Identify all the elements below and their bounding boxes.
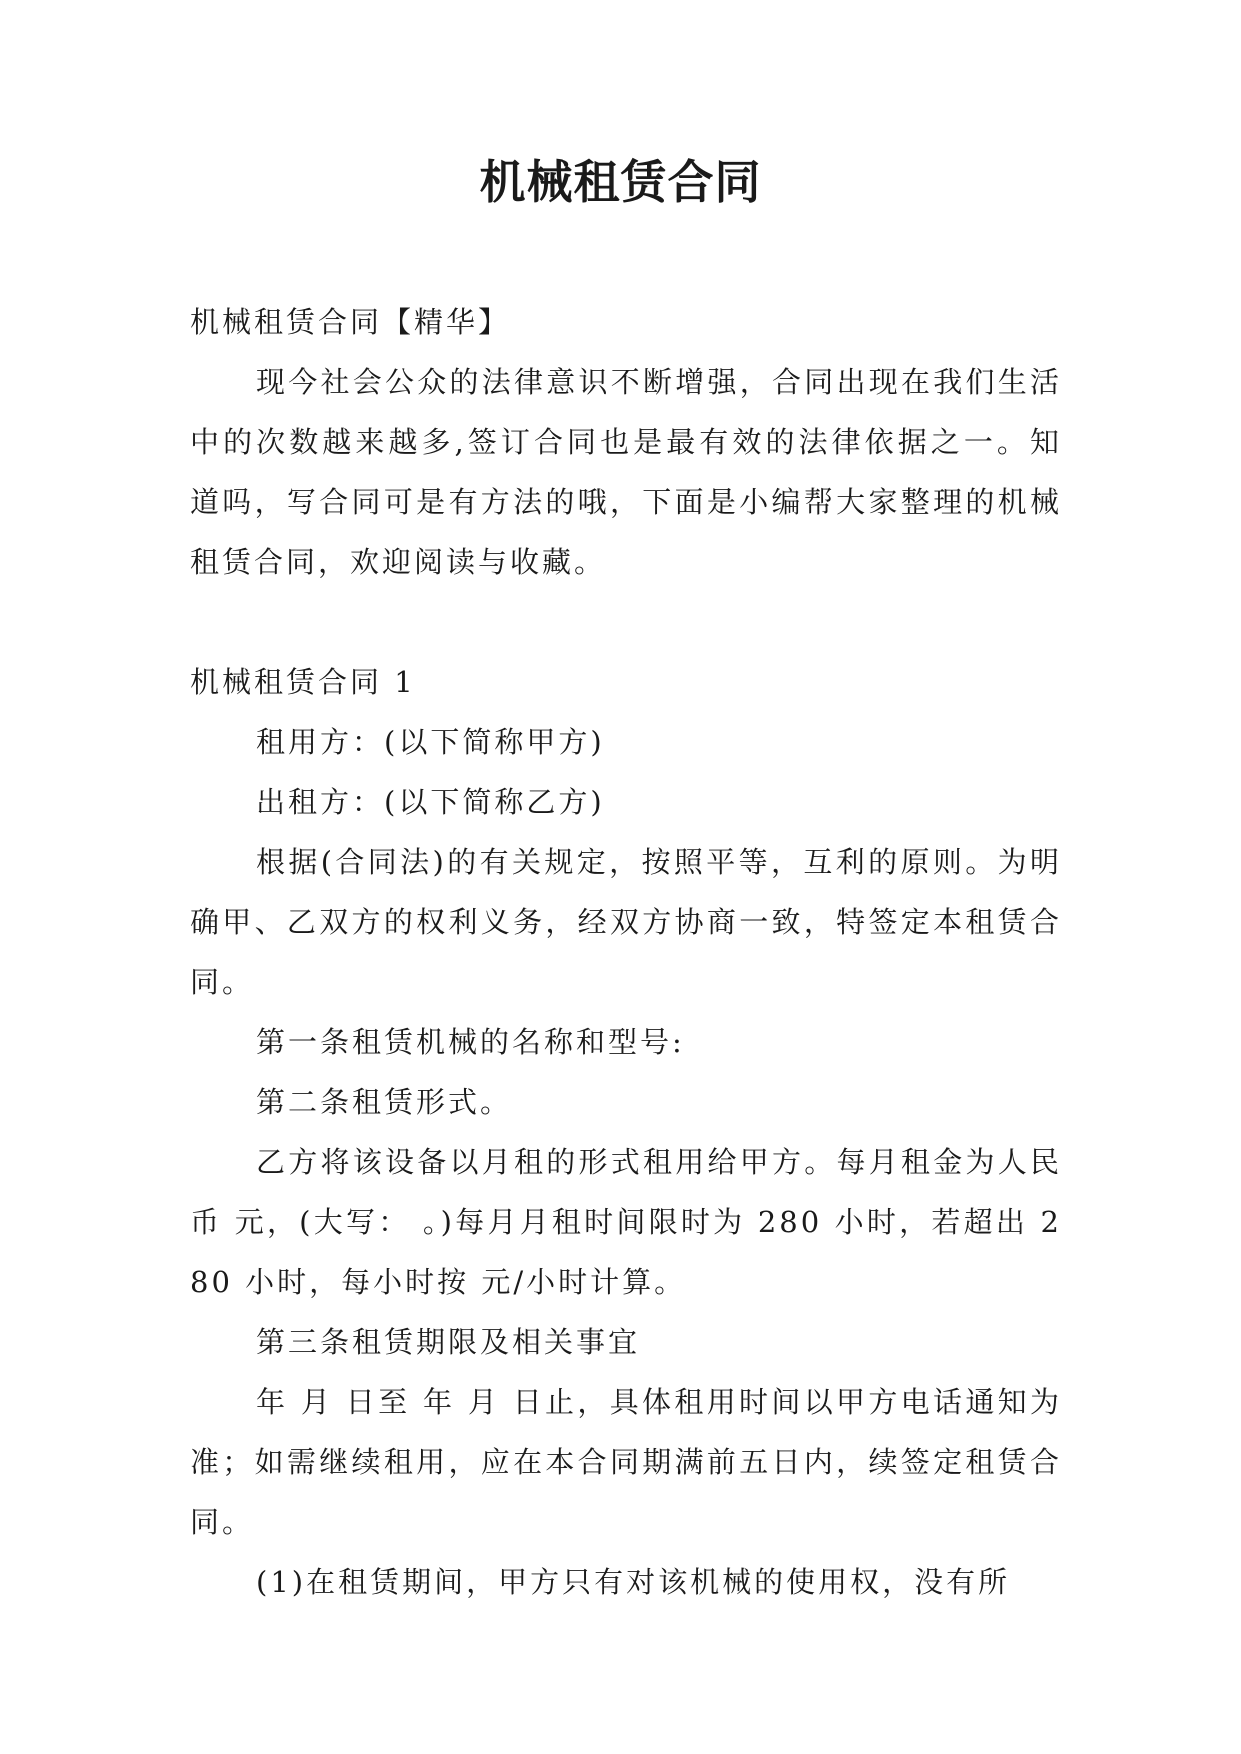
article-3-paragraph: 年 月 日至 年 月 日止，具体租用时间以甲方电话通知为准；如需继续租用，应在本合同期满前五日内，续签定租赁合同。 xyxy=(190,1385,1062,1539)
article-2-heading: 第二条租赁形式。 xyxy=(256,1085,513,1119)
preamble-paragraph: 根据(合同法)的有关规定，按照平等，互利的原则。为明确甲、乙双方的权利义务，经双方协商一致，特签定本租赁合同。 xyxy=(190,845,1062,999)
contract-heading: 机械租赁合同 1 xyxy=(190,665,416,699)
lessee-line: 租用方：(以下简称甲方) xyxy=(256,725,605,759)
article-1-heading: 第一条租赁机械的名称和型号: xyxy=(256,1025,685,1059)
document-title: 机械租赁合同 xyxy=(479,155,762,209)
article-3-heading: 第三条租赁期限及相关事宜 xyxy=(256,1325,641,1359)
article-2-paragraph: 乙方将该设备以月租的形式租用给甲方。每月租金为人民币 元，(大写： 。)每月月租时间限时为 280 小时，若超出 280 小时，每小时按 元/小时计算。 xyxy=(190,1145,1062,1299)
lessor-line: 出租方：(以下简称乙方) xyxy=(256,785,605,819)
document-body xyxy=(190,292,1062,1612)
intro-paragraph: 现今社会公众的法律意识不断增强，合同出现在我们生活中的次数越来越多,签订合同也是最有效的法律依据之一。知道吗，写合同可是有方法的哦，下面是小编帮大家整理的机械租赁合同，欢迎阅读与收藏。 xyxy=(190,365,1062,579)
intro-heading: 机械租赁合同【精华】 xyxy=(190,305,511,339)
article-3-clause-1: (1)在租赁期间，甲方只有对该机械的使用权，没有所 xyxy=(256,1565,1011,1599)
